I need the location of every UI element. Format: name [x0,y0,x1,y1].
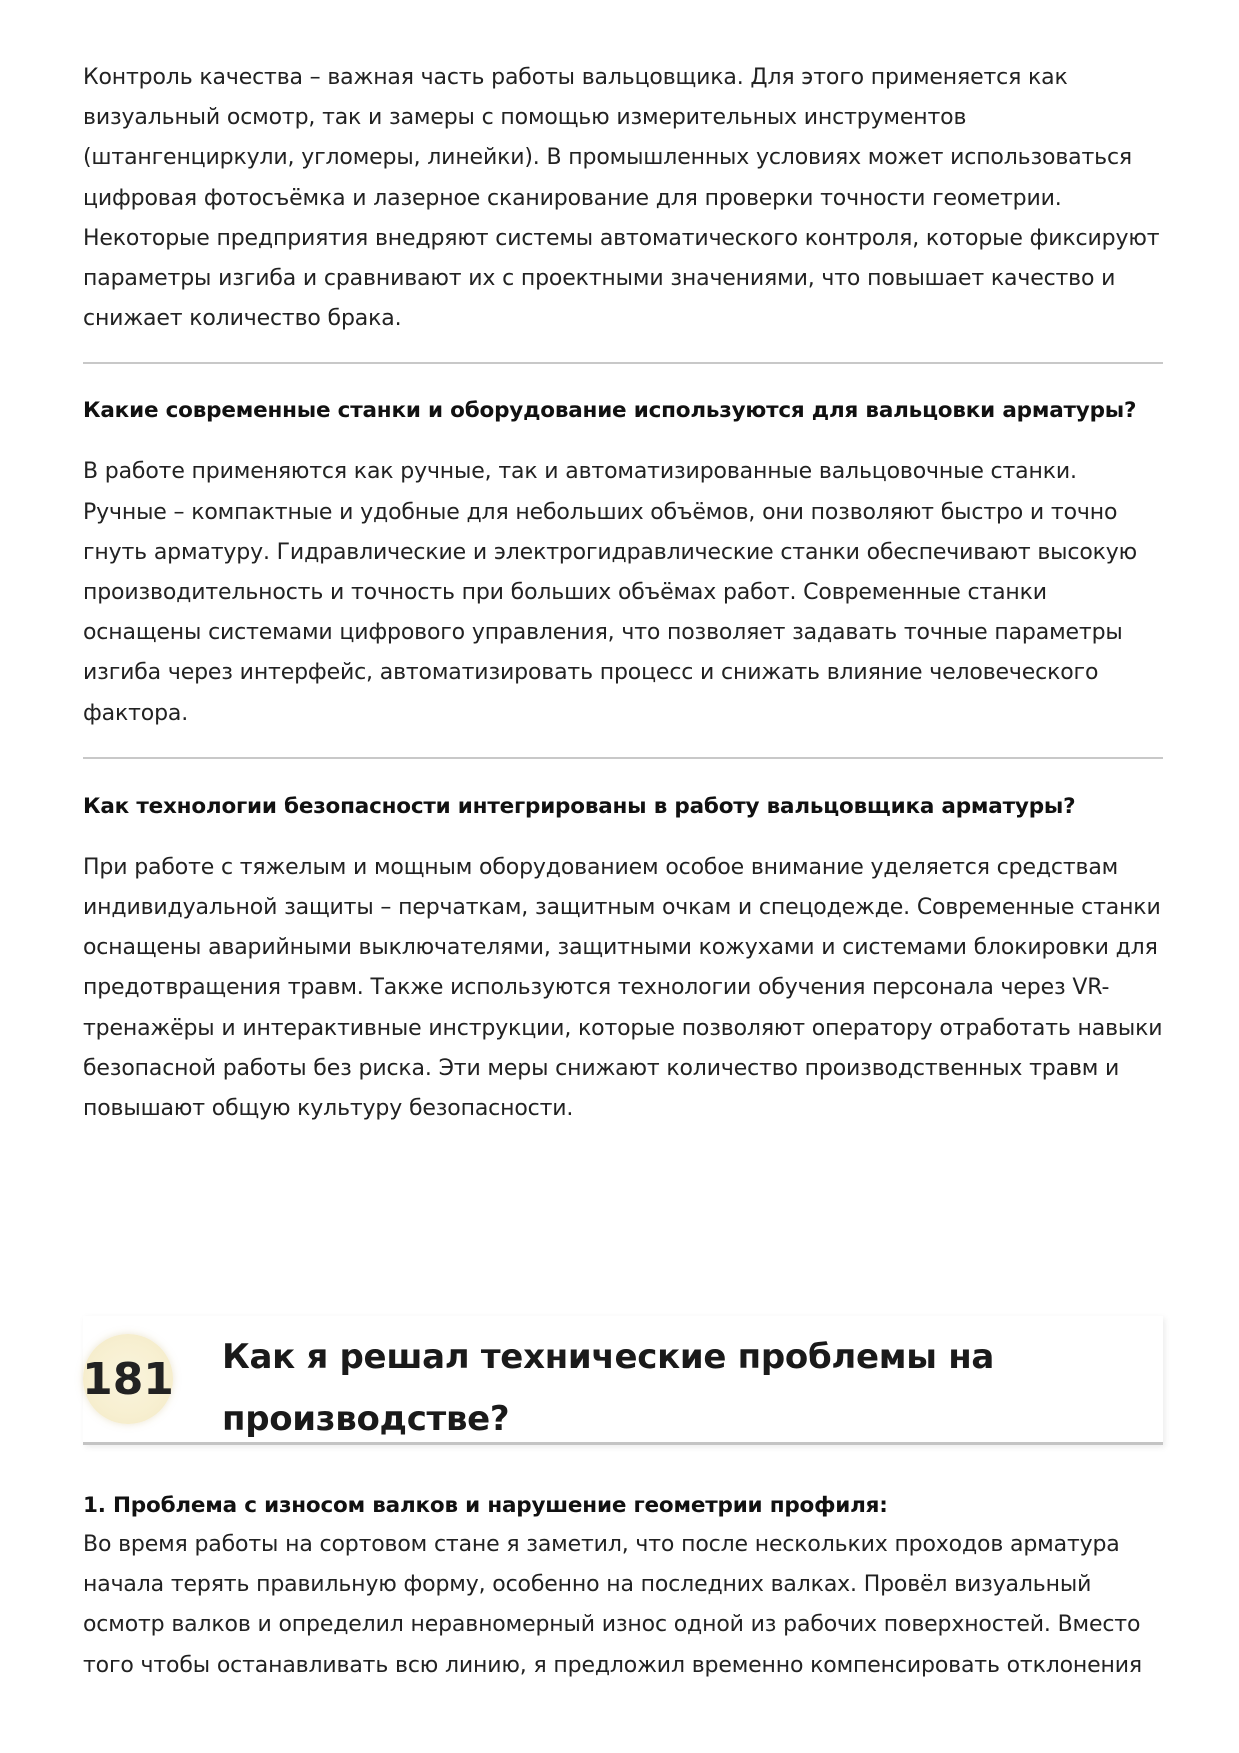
equipment-answer-paragraph: В работе применяются как ручные, так и автоматизированные вальцовочные станки. Ручные – компактные и удобные для небольших объёмов, они позволяют быстро и точно гнуть арматуру. Гидравлические и электрогидравлические станки обеспечивают высокую производительность и точность при больших объёмах работ. Современные станки оснащены системами цифрового управления, что позволяет задавать точные параметры изгиба через интерфейс, автоматизировать процесс и снижать влияние человеческого фактора. [83,459,1138,726]
problem-paragraph: Во время работы на сортовом стане я заметил, что после нескольких проходов арматура начала терять правильную форму, особенно на последних валках. Провёл визуальный осмотр валков и определил неравномерный износ одной из рабочих поверхностей. Вместо того чтобы останавливать всю линию, я предложил временно компенсировать отклонения [83,1532,1143,1678]
chapter-title: Как я решал технические проблемы на производстве? [222,1337,995,1439]
chapter-number-badge: 181 [83,1334,173,1424]
problem-heading: 1. Проблема с износом валков и нарушение геометрии профиля: [83,1493,888,1518]
equipment-question-heading: Какие современные станки и оборудование используются для вальцовки арматуры? [83,398,1137,424]
safety-question-heading: Как технологии безопасности интегрированы в работу вальцовщика арматуры? [83,793,1076,819]
section-divider [83,757,1163,759]
document-body [83,58,1163,1129]
section-divider [83,362,1163,364]
safety-answer-paragraph: При работе с тяжелым и мощным оборудованием особое внимание уделяется средствам индивидуальной защиты – перчаткам, защитным очкам и спецодежде. Современные станки оснащены аварийными выключателями, защитными кожухами и системами блокировки для предотвращения травм. Также используются технологии обучения персонала через VR-тренажёры и интерактивные инструкции, которые позволяют оператору отработать навыки безопасной работы без риска. Эти меры снижают количество производственных травм и повышают общую культуру безопасности. [83,854,1163,1122]
problem-section [83,1491,1163,1686]
chapter-header [83,1316,1163,1445]
quality-control-paragraph: Контроль качества – важная часть работы вальцовщика. Для этого применяется как визуальный осмотр, так и замеры с помощью измерительных инструментов (штангенциркули, угломеры, линейки). В промышленных условиях может использоваться цифровая фотосъёмка и лазерное сканирование для проверки точности геометрии. Некоторые предприятия внедряют системы автоматического контроля, которые фиксируют параметры изгиба и сравнивают их с проектными значениями, что повышает качество и снижает количество брака. [83,65,1160,332]
